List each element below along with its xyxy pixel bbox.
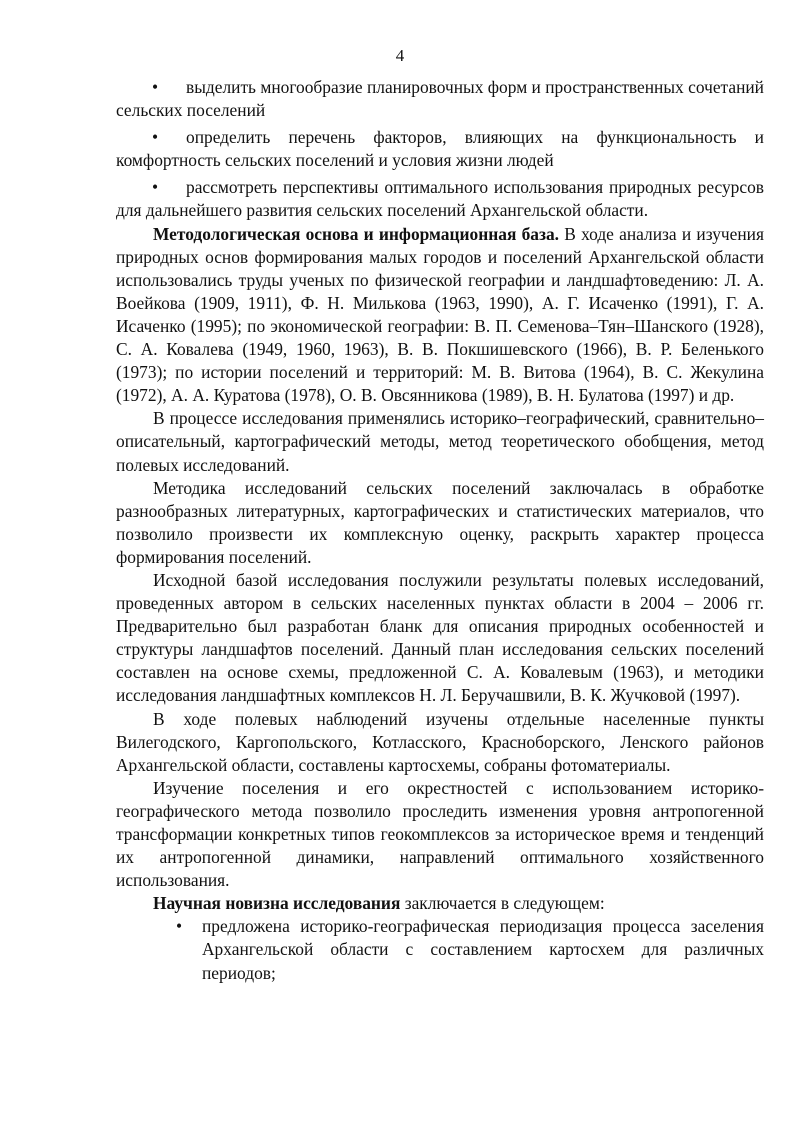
list-item-text: выделить многообразие планировочных форм и пространственных сочетаний сельских поселений <box>116 77 764 121</box>
bullet-icon: • <box>152 127 159 148</box>
list-item <box>116 126 764 172</box>
novelty-paragraph <box>116 892 764 915</box>
methodology-heading: Методологическая основа и информационная база. <box>153 223 560 244</box>
list-item <box>116 76 764 122</box>
novelty-text: заключается в следующем: <box>400 893 605 914</box>
list-item <box>116 915 764 984</box>
list-item-text: предложена историко-географическая периодизация процесса заселения Архангельской области с составлением картосхем для различных периодов; <box>202 916 764 983</box>
paragraph: В процессе исследования применялись историко–географический, сравнительно–описательный, картографический методы, метод теоретического обобщения, метод полевых исследований. <box>116 408 764 475</box>
novelty-heading: Научная новизна исследования <box>153 893 401 914</box>
list-item-text: определить перечень факторов, влияющих на функциональность и комфортность сельских поселений и условия жизни людей <box>116 127 764 171</box>
paragraph: Методика исследований сельских поселений заключалась в обработке разнообразных литературных, картографических и статистических материалов, что позволило произвести их комплексную оценку, раскрыть характер процесса формирования поселений. <box>116 477 764 567</box>
page-number: 4 <box>395 46 405 65</box>
bullet-icon: • <box>176 916 183 937</box>
list-item-text: рассмотреть перспективы оптимального использования природных ресурсов для дальнейшего развития сельских поселений Архангельской области. <box>116 177 764 221</box>
paragraph: В ходе полевых наблюдений изучены отдельные населенные пункты Вилегодского, Каргопольского, Котласского, Красноборского, Ленского районов Архангельской области, составлены картосхемы, собраны фотоматериалы. <box>116 708 764 775</box>
bullet-icon: • <box>152 177 159 198</box>
list-item <box>116 176 764 222</box>
page-body <box>116 76 764 985</box>
methodology-text: В ходе анализа и изучения природных основ формирования малых городов и поселений Архангельской области использовались труды ученых по физической географии и ландшафтоведению: Л. А. Воейкова (1909, 1911), Ф. Н. Милькова (1963, 1990), А. Г. Исаченко (1991), Г. А. Исаченко (1995); по экономической географии: В. П. Семенова–Тян–Шанского (1928), С. А. Ковалева (1949, 1960, 1963), В. В. Покшишевского (1966), В. Р. Беленького (1973); по истории поселений и территорий: М. В. Витова (1964), В. С. Жекулина (1972), А. А. Куратова (1978), О. В. Овсянникова (1989), В. Н. Булатова (1997) и др. <box>116 223 764 406</box>
methodology-paragraph <box>116 223 764 408</box>
paragraph: Исходной базой исследования послужили результаты полевых исследований, проведенных автором в сельских населенных пунктах области в 2004 – 2006 гг. Предварительно был разработан бланк для описания природных особенностей и структуры ландшафтов поселений. Данный план исследования сельских поселений составлен на основе схемы, предложенной С. А. Ковалевым (1963), и методики исследования ландшафтных комплексов Н. Л. Беручашвили, В. К. Жучковой (1997). <box>116 569 764 706</box>
paragraph: Изучение поселения и его окрестностей с использованием историко-географического метода позволило проследить изменения уровня антропогенной трансформации конкретных типов геокомплексов за историческое время и тенденций их антропогенной динамики, направлений оптимального хозяйственного использования. <box>116 777 764 891</box>
bullet-icon: • <box>152 77 159 97</box>
